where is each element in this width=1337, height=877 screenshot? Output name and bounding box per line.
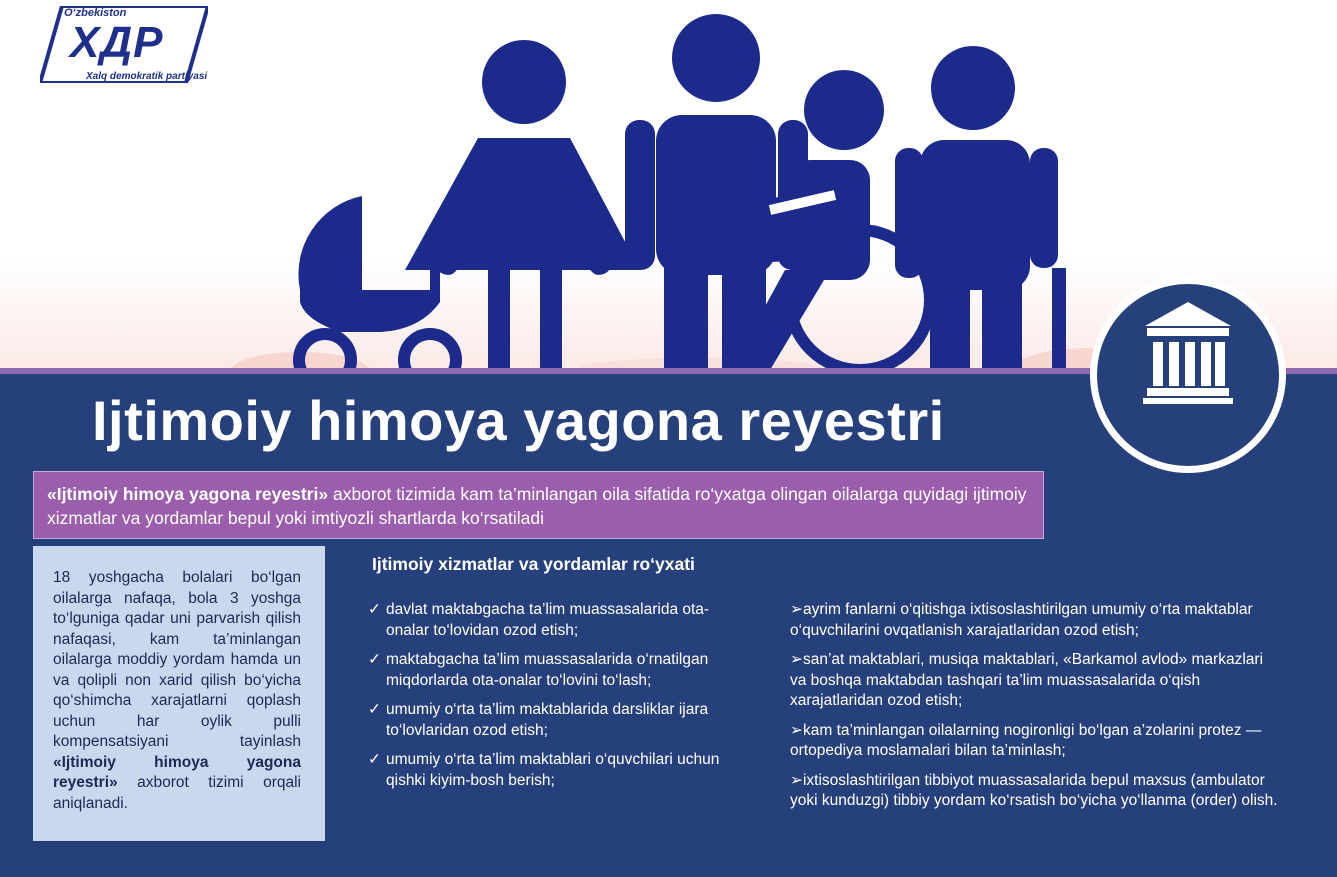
info-box [33,546,325,841]
info-bold: «Ijtimoiy himoya yagona reyestri» [53,753,301,791]
government-building-icon [1097,284,1279,466]
list-item [368,650,728,691]
intro-text: axborot tizimida kam ta’minlangan oila sifatida ro‘yxatga olingan oilalarga quyidagi ijtimoiy xizmatlar va yordamlar bepul yoki imtiyozli shartlarda ko‘rsatiladi [47,484,1027,528]
list-item: ➢san’at maktablari, musiqa maktablari, «Barkamol avlod» markazlari va boshqa maktabdan tashqari ta’lim muassasalarida o‘qish xarajatlaridan ozod etish; [790,651,1264,709]
list-item-text: davlat maktabgacha ta’lim muassasalarida ota-onalar to‘lovidan ozod etish; [386,601,710,639]
services-column-1 [368,600,728,800]
info-text-after: axborot tizimi orqali aniqlanadi. [53,774,301,812]
check-icon: ✓ [368,701,381,718]
list-item: ➢kam ta’minlangan oilalarning nogironligi bo‘lgan a’zolarini protez — ortopediya moslamalari bilan ta’minlash; [790,721,1262,759]
services-list-title: Ijtimoiy xizmatlar va yordamlar ro‘yxati [372,554,695,574]
list-item [368,700,728,741]
badge [1097,284,1279,466]
list-item-text: maktabgacha ta’lim muassasalarida o‘rnatilgan miqdorlarda ota-onalar to‘lovini to‘lash; [386,651,709,689]
list-item: ➢ixtisoslashtirilgan tibbiyot muassasalarida bepul maxsus (ambulator yoki kunduzgi) tibbiy yordam ko‘rsatish bo‘yicha yo‘llanma (order) olish. [790,771,1278,809]
woman-icon [405,40,640,372]
check-icon: ✓ [368,601,381,618]
logo-mark-text: ХДР [70,18,164,67]
intro-banner [33,471,1044,539]
check-icon: ✓ [368,651,381,668]
list-item-text: umumiy o‘rta ta’lim maktablari o‘quvchilari uchun qishki kiyim-bosh berish; [386,751,720,789]
page-title: Ijtimoiy himoya yagona reyestri [92,389,945,452]
check-icon: ✓ [368,751,381,768]
list-item [368,750,728,791]
intro-bold: «Ijtimoiy himoya yagona reyestri» [47,484,329,504]
list-item: ➢ayrim fanlarni o‘qitishga ixtisoslashtirilgan umumiy o‘rta maktablar o‘quvchilarini ovqatlanish xarajatlaridan ozod etish; [790,601,1253,639]
list-item [368,600,728,641]
services-column-2 [790,600,1280,821]
logo-party-name: Xalq demokratik partiyasi [86,71,208,82]
list-item-text: umumiy o‘rta ta’lim maktablarida darsliklar ijara to‘lovlaridan ozod etish; [386,701,709,739]
logo-country-text: O‘zbekiston [64,7,127,19]
info-text-before: 18 yoshgacha bolalari bo‘lgan oilalarga nafaqa, bola 3 yoshga to‘lguniga qadar uni parvarish qilish nafaqasi, kam ta’minlangan oilalarga moddiy yordam hamda un va qolipli non xarid qilish bo‘yicha qo‘shimcha xarajatlarni qoplash uchun har oylik pulli kompensatsiyani tayinlash [53,569,301,750]
